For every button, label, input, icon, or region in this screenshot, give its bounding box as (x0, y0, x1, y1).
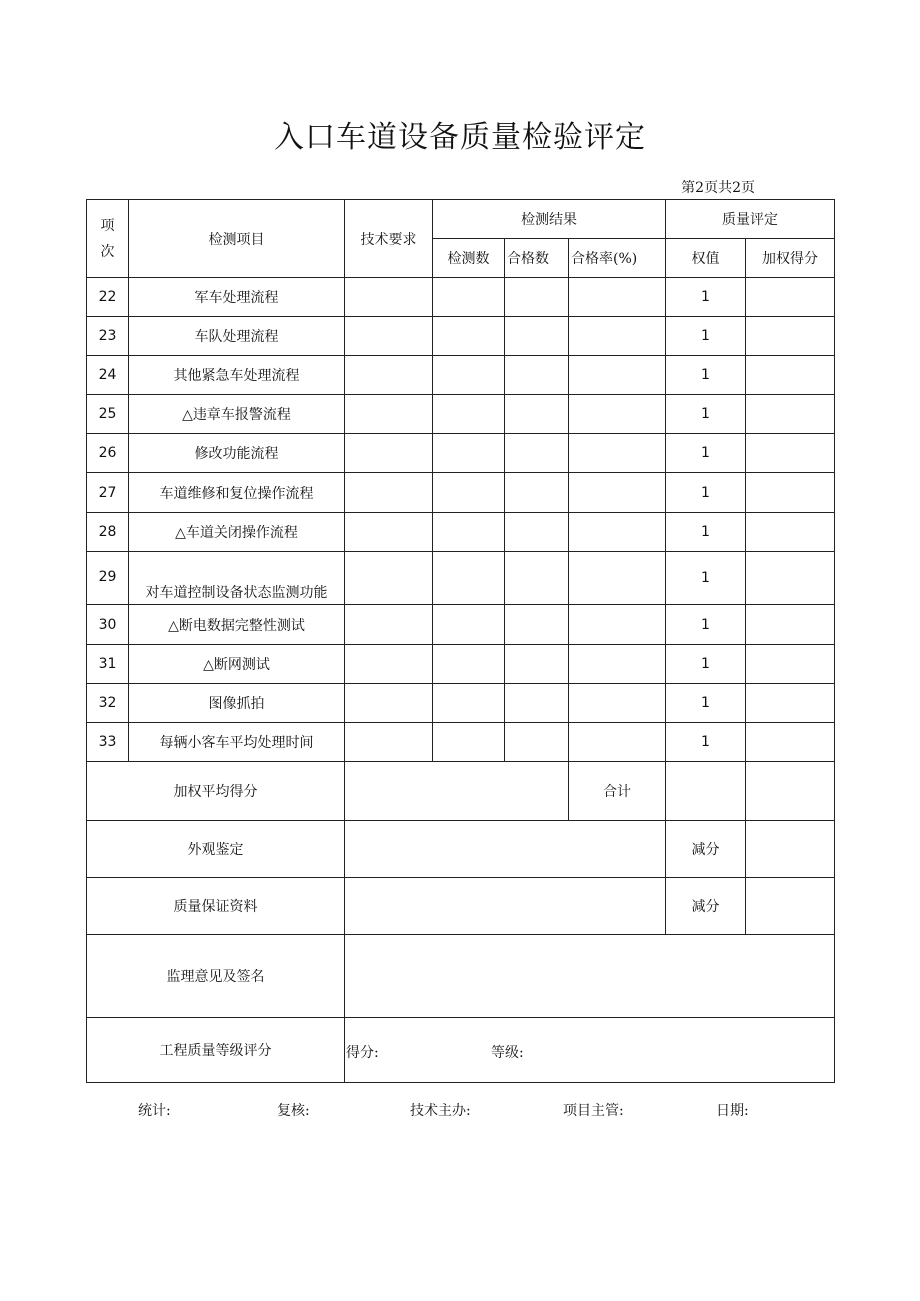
footer-review: 复核: (277, 1103, 310, 1119)
table-row: 31 △断网测试 1 (87, 645, 835, 684)
deduction-label-1: 减分 (666, 821, 746, 878)
header-quality-eval: 质量评定 (666, 200, 835, 239)
weighted-avg-value[interactable] (345, 762, 569, 821)
header-pass-count: 合格数 (505, 239, 569, 278)
quality-docs-value[interactable] (345, 878, 666, 935)
grade-label: 等级: (491, 1045, 524, 1061)
table-row: 23 车队处理流程 1 (87, 317, 835, 356)
table-row: 25 △违章车报警流程 1 (87, 395, 835, 434)
page-info: 第2页共2页 (681, 180, 755, 196)
supervisor-value[interactable] (345, 935, 835, 1018)
table-row: 22 军车处理流程 1 (87, 278, 835, 317)
table-row: 30 △断电数据完整性测试 1 (87, 605, 835, 645)
footer-stats: 统计: (138, 1103, 171, 1119)
table-row: 24 其他紧急车处理流程 1 (87, 356, 835, 395)
score-label: 得分: (346, 1045, 379, 1061)
table-row: 28 △车道关闭操作流程 1 (87, 513, 835, 552)
quality-docs-label: 质量保证资料 (87, 878, 345, 935)
appearance-label: 外观鉴定 (87, 821, 345, 878)
table-row: 27 车道维修和复位操作流程 1 (87, 473, 835, 513)
table-row: 32 图像抓拍 1 (87, 684, 835, 723)
header-tech-req: 技术要求 (345, 200, 433, 278)
document-title: 入口车道设备质量检验评定 (274, 120, 646, 155)
total-label: 合计 (569, 762, 666, 821)
deduction-value-1[interactable] (746, 821, 835, 878)
deduction-value-2[interactable] (746, 878, 835, 935)
total-score[interactable] (746, 762, 835, 821)
table-row: 33 每辆小客车平均处理时间 1 (87, 723, 835, 762)
header-weighted-score: 加权得分 (746, 239, 835, 278)
header-item-no: 项 次 (87, 200, 129, 278)
appearance-value[interactable] (345, 821, 666, 878)
deduction-label-2: 减分 (666, 878, 746, 935)
grade-eval-label: 工程质量等级评分 (87, 1018, 345, 1083)
header-weight: 权值 (666, 239, 746, 278)
header-test-count: 检测数 (433, 239, 505, 278)
footer-project-manager: 项目主管: (563, 1103, 624, 1119)
grade-eval-value[interactable] (345, 1018, 835, 1083)
header-pass-rate: 合格率(%) (569, 239, 666, 278)
inspection-table (86, 199, 835, 1083)
total-value[interactable] (666, 762, 746, 821)
footer-tech-lead: 技术主办: (410, 1103, 471, 1119)
supervisor-label: 监理意见及签名 (87, 935, 345, 1018)
weighted-avg-label: 加权平均得分 (87, 762, 345, 821)
header-test-item: 检测项目 (129, 200, 345, 278)
table-row: 29 对车道控制设备状态监测功能 1 (87, 552, 835, 605)
header-test-result: 检测结果 (433, 200, 666, 239)
table-row: 26 修改功能流程 1 (87, 434, 835, 473)
footer-date: 日期: (716, 1103, 749, 1119)
